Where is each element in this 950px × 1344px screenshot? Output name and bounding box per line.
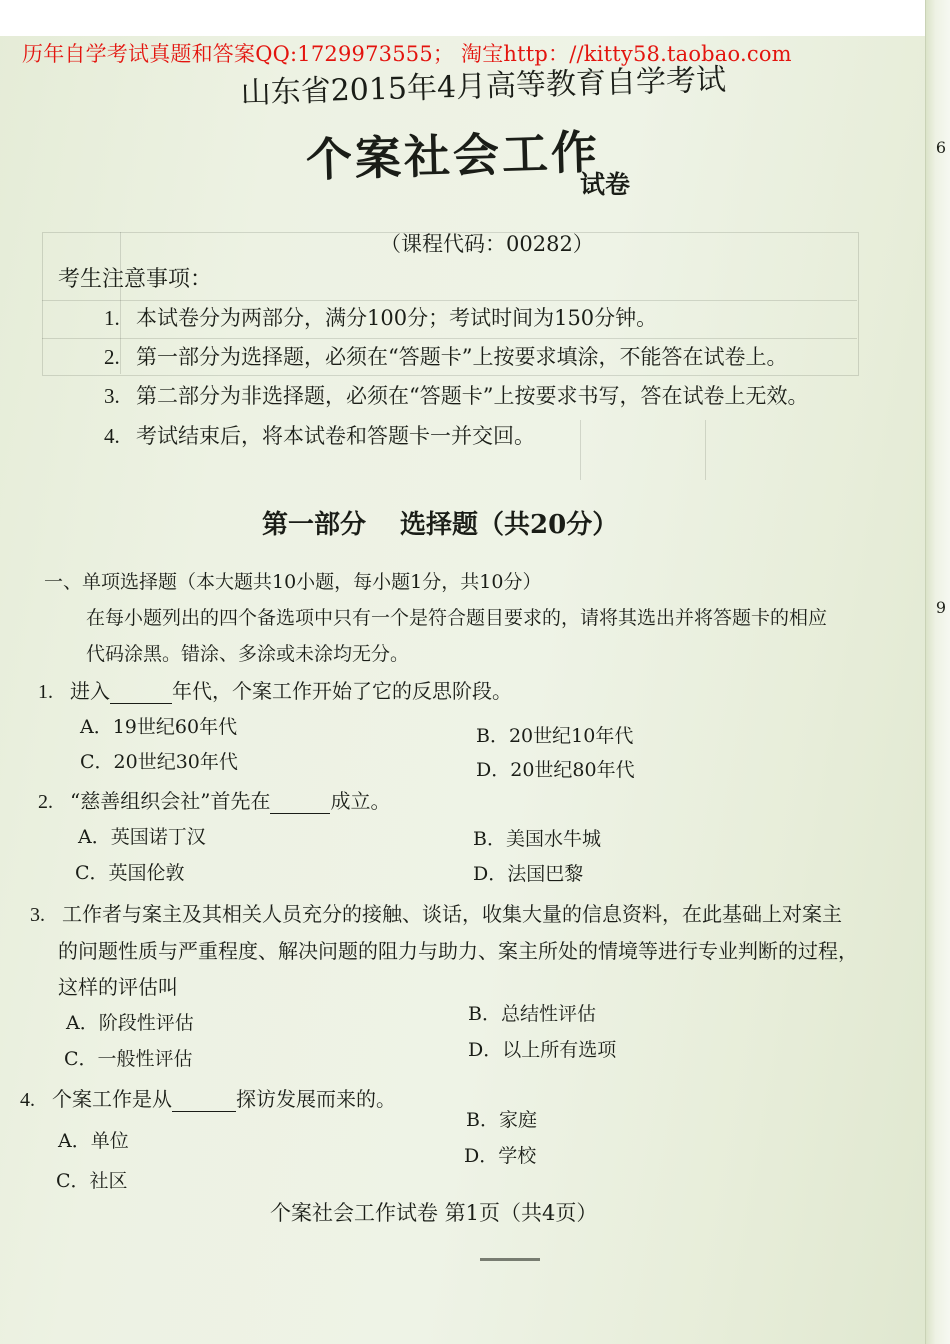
question-text: 个案工作是从 bbox=[52, 1087, 172, 1111]
option-a: A．单位 bbox=[58, 1130, 129, 1152]
question-text: “慈善组织会社”首先在 bbox=[70, 789, 271, 813]
notice-item bbox=[104, 420, 535, 450]
part1-subtitle: 选择题（共20分） bbox=[400, 510, 619, 540]
exam-title: 山东省2015年4月高等教育自学考试 bbox=[240, 62, 727, 111]
bleed-through-vline bbox=[705, 420, 706, 480]
part1-heading bbox=[262, 504, 618, 541]
notice-text: 第一部分为选择题，必须在“答题卡”上按要求填涂，不能答在试卷上。 bbox=[136, 345, 788, 369]
notice-number: 4. bbox=[104, 424, 120, 448]
part1-title: 第一部分 bbox=[262, 510, 367, 540]
notice-text: 本试卷分为两部分，满分100分；考试时间为150分钟。 bbox=[136, 306, 658, 330]
question-4 bbox=[20, 1083, 396, 1112]
option-a: A．英国诺丁汉 bbox=[78, 826, 206, 848]
question-text: 工作者与案主及其相关人员充分的接触、谈话，收集大量的信息资料，在此基础上对案主 bbox=[62, 902, 842, 926]
page-footer: 个案社会工作试卷 第1页（共4页） bbox=[270, 1201, 598, 1225]
question-1 bbox=[38, 675, 512, 704]
watermark-banner: 历年自学考试真题和答案QQ:1729973555； 淘宝http：//kitty58.taobao.com bbox=[22, 42, 792, 66]
answer-blank bbox=[110, 679, 172, 704]
option-c: C．英国伦敦 bbox=[75, 862, 185, 884]
notice-number: 2. bbox=[104, 345, 120, 369]
question-text: 进入 bbox=[70, 679, 110, 703]
notice-text: 第二部分为非选择题，必须在“答题卡”上按要求书写，答在试卷上无效。 bbox=[136, 384, 809, 408]
question-3-line: 这样的评估叫 bbox=[58, 975, 178, 999]
question-3-line: 的问题性质与严重程度、解决问题的阻力与助力、案主所处的情境等进行专业判断的过程， bbox=[58, 939, 858, 963]
binding-mark: 9 bbox=[935, 598, 946, 617]
question-text: 成立。 bbox=[330, 789, 391, 813]
notice-number: 3. bbox=[104, 384, 120, 408]
option-d: D．学校 bbox=[464, 1145, 537, 1167]
question-number: 2. bbox=[38, 791, 53, 813]
question-2 bbox=[38, 785, 390, 814]
option-b: B．家庭 bbox=[466, 1109, 537, 1131]
top-margin bbox=[0, 0, 950, 36]
notice-item bbox=[104, 380, 808, 410]
section1-instruction: 代码涂黑。错涂、多涂或未涂均无分。 bbox=[86, 643, 410, 665]
bleed-through-line bbox=[42, 338, 857, 339]
question-3 bbox=[30, 898, 842, 927]
option-c: C．20世纪30年代 bbox=[80, 751, 238, 773]
course-title: 个案社会工作 bbox=[305, 124, 601, 187]
notice-item bbox=[104, 341, 787, 371]
question-text: 探访发展而来的。 bbox=[236, 1087, 396, 1111]
question-number: 1. bbox=[38, 681, 53, 703]
answer-blank bbox=[270, 789, 330, 814]
option-b: B．总结性评估 bbox=[468, 1003, 596, 1025]
notice-number: 1. bbox=[104, 306, 120, 330]
section1-heading: 一、单项选择题（本大题共10小题，每小题1分，共10分） bbox=[44, 571, 542, 593]
bleed-through-vline bbox=[580, 420, 581, 480]
notice-item bbox=[104, 302, 657, 332]
paper-label: 试卷 bbox=[580, 170, 631, 199]
option-d: D．20世纪80年代 bbox=[476, 759, 635, 781]
option-d: D．以上所有选项 bbox=[468, 1039, 617, 1061]
answer-blank bbox=[172, 1087, 236, 1112]
notice-text: 考试结束后，将本试卷和答题卡一并交回。 bbox=[136, 424, 535, 448]
question-number: 3. bbox=[30, 904, 45, 926]
binding-edge bbox=[925, 0, 950, 1344]
option-c: C．一般性评估 bbox=[64, 1048, 193, 1070]
option-d: D．法国巴黎 bbox=[473, 863, 584, 885]
bottom-mark bbox=[480, 1258, 540, 1261]
option-a: A．19世纪60年代 bbox=[80, 716, 238, 738]
binding-mark: 6 bbox=[935, 138, 946, 157]
question-number: 4. bbox=[20, 1089, 35, 1111]
option-b: B．20世纪10年代 bbox=[476, 725, 634, 747]
section1-instruction: 在每小题列出的四个备选项中只有一个是符合题目要求的，请将其选出并将答题卡的相应 bbox=[86, 607, 828, 629]
question-text: 年代，个案工作开始了它的反思阶段。 bbox=[172, 679, 512, 703]
notice-title: 考生注意事项： bbox=[58, 267, 213, 292]
option-a: A．阶段性评估 bbox=[66, 1012, 194, 1034]
bleed-through-line bbox=[42, 300, 857, 301]
option-b: B．美国水牛城 bbox=[473, 828, 601, 850]
course-code: （课程代码：00282） bbox=[380, 232, 594, 256]
option-c: C．社区 bbox=[56, 1170, 128, 1192]
